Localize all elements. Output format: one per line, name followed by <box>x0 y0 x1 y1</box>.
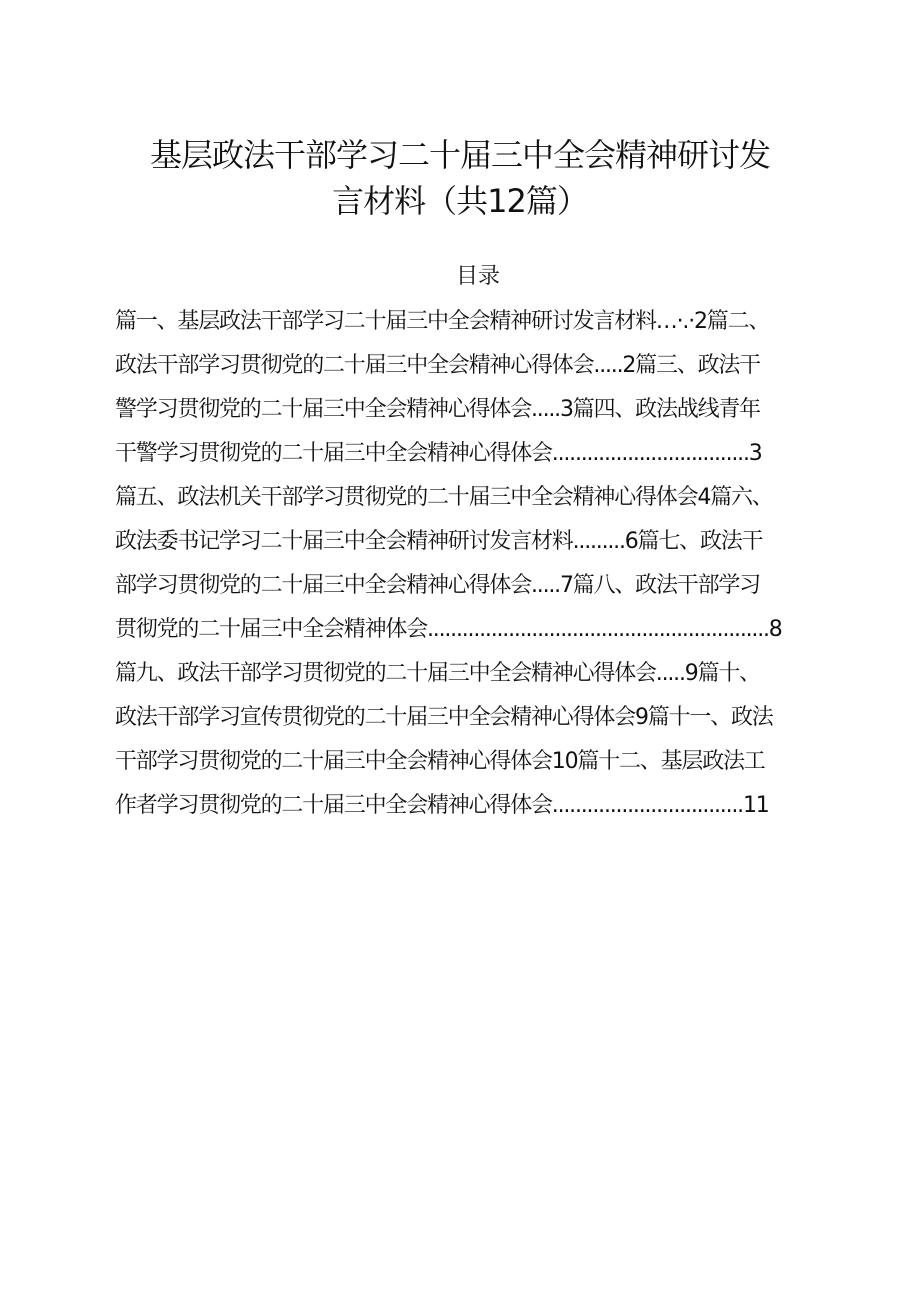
toc-line: 警学习贯彻党的二十届三中全会精神心得体会.....3篇四、政法战线青年 <box>115 397 760 422</box>
toc-line: 干部学习贯彻党的二十届三中全会精神心得体会10篇十二、基层政法工 <box>115 749 765 774</box>
toc-line: 部学习贯彻党的二十届三中全会精神心得体会.....7篇八、政法干部学习 <box>115 573 760 598</box>
toc-line: 篇九、政法干部学习贯彻党的二十届三中全会精神心得体会.....9篇十、 <box>115 661 760 686</box>
toc-line: 篇一、基层政法干部学习二十届三中全会精神研讨发言材料…·.·2篇二、 <box>115 309 770 334</box>
toc-line: 政法干部学习贯彻党的二十届三中全会精神心得体会.....2篇三、政法干 <box>115 353 760 378</box>
toc-line: 篇五、政法机关干部学习贯彻党的二十届三中全会精神心得体会4篇六、 <box>115 485 773 510</box>
toc-line: 作者学习贯彻党的二十届三中全会精神心得体会.................................11 <box>115 793 769 818</box>
toc-line: 政法干部学习宣传贯彻党的二十届三中全会精神心得体会9篇十一、政法 <box>115 705 773 730</box>
toc-line: 贯彻党的二十届三中全会精神体会...........................................................8 <box>115 617 782 642</box>
toc-line: 政法委书记学习二十届三中全会精神研讨发言材料.........6篇七、政法干 <box>115 529 763 554</box>
toc-line: 干警学习贯彻党的二十届三中全会精神心得体会..................................3 <box>115 441 762 466</box>
document-title-line-2: 言材料（共12篇） <box>332 182 588 220</box>
document-title-line-1: 基层政法干部学习二十届三中全会精神研讨发 <box>149 136 770 174</box>
toc-heading: 目录 <box>455 264 500 289</box>
